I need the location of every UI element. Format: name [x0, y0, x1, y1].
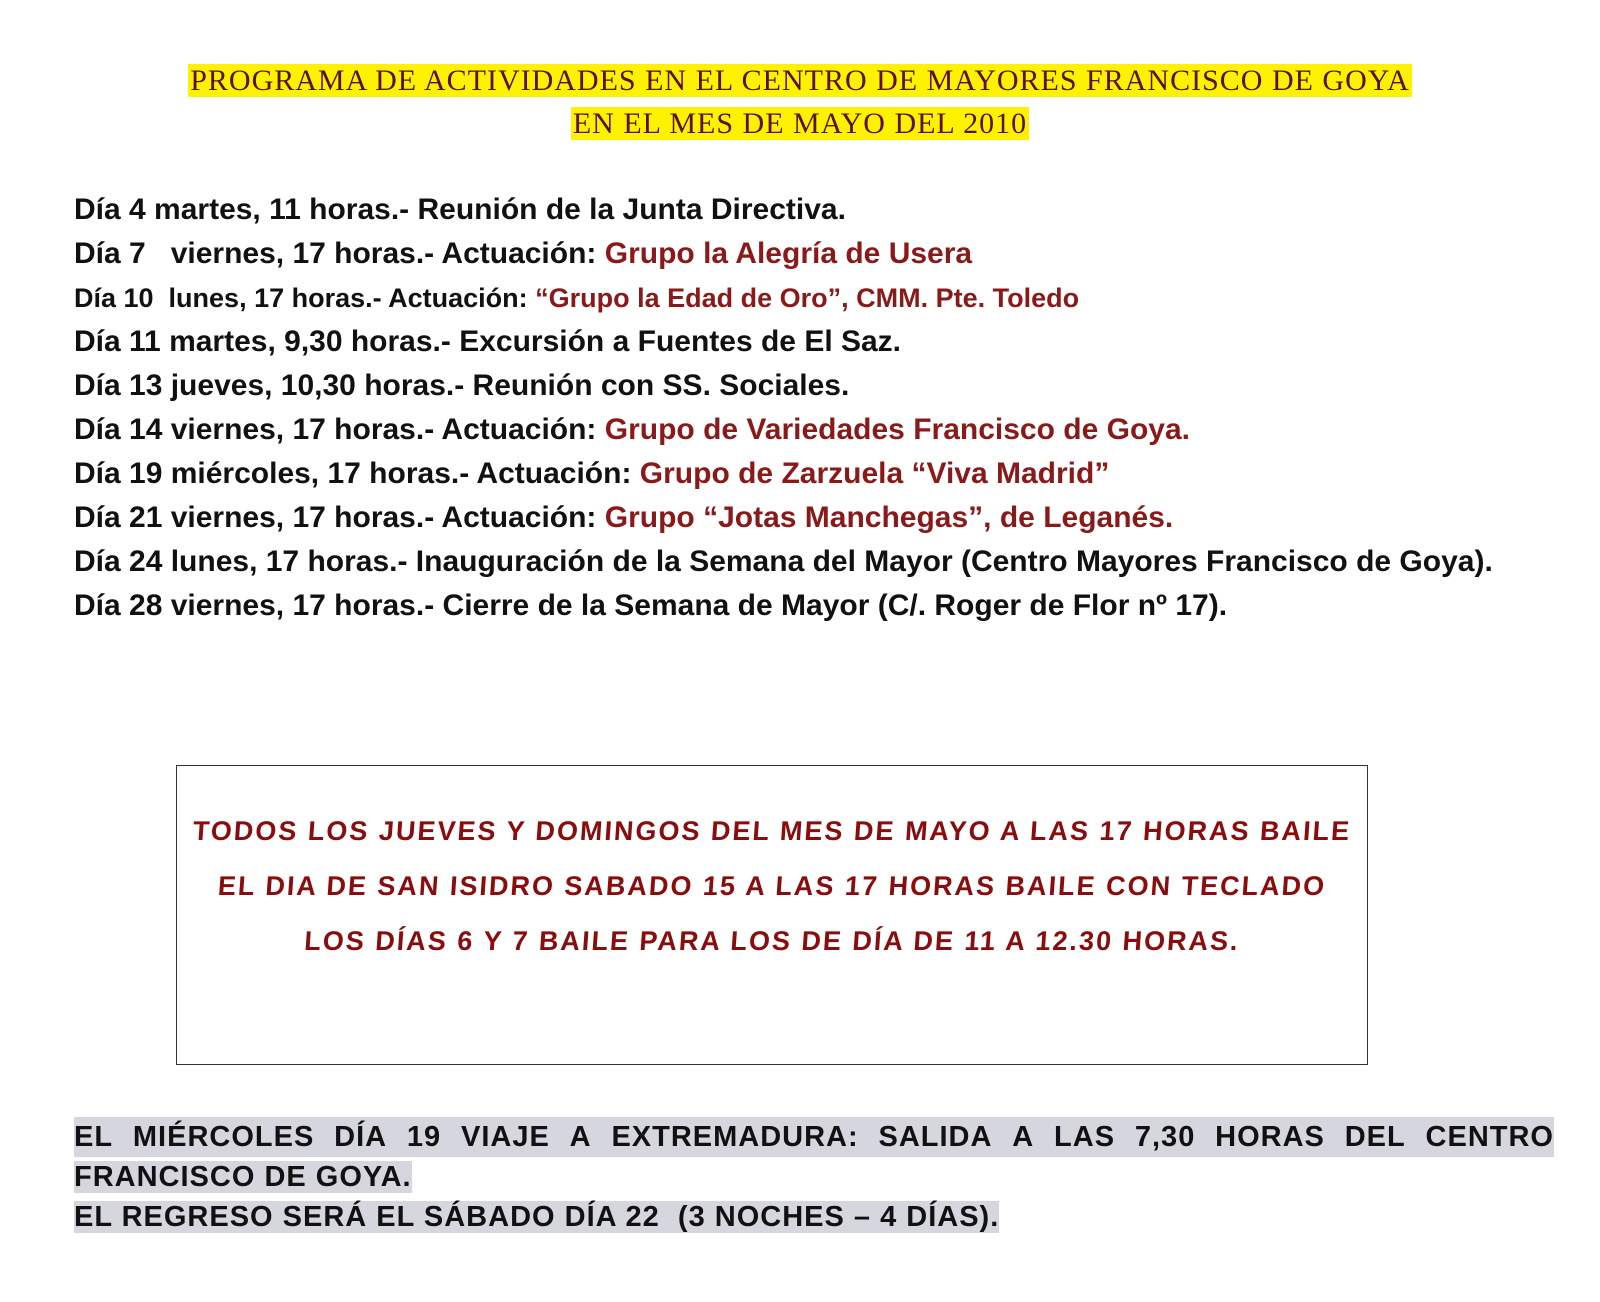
activity-row: Día 13 jueves, 10,30 horas.- Reunión con SS. Sociales. — [74, 369, 850, 402]
activity-row: Día 28 viernes, 17 horas.- Cierre de la Semana de Mayor (C/. Roger de Flor nº 17). — [74, 589, 1228, 622]
activity-row: Día 19 miércoles, 17 horas.- Actuación: Grupo de Zarzuela “Viva Madrid” — [74, 457, 1110, 490]
activity-row: Día 4 martes, 11 horas.- Reunión de la Junta Directiva. — [74, 193, 846, 226]
activity-row: Día 14 viernes, 17 horas.- Actuación: Grupo de Variedades Francisco de Goya. — [74, 413, 1190, 446]
activity-row: Día 10 lunes, 17 horas.- Actuación: “Grupo la Edad de Oro”, CMM. Pte. Toledo — [74, 283, 1080, 313]
activity-row: Día 7 viernes, 17 horas.- Actuación: Grupo la Alegría de Usera — [74, 237, 973, 270]
activity-performer: “Grupo la Edad de Oro”, CMM. Pte. Toledo — [535, 283, 1080, 313]
notice-line: TODOS LOS JUEVES Y DOMINGOS DEL MES DE MAYO A LAS 17 HORAS BAILE — [191, 816, 1353, 846]
title-line-2: EN EL MES DE MAYO DEL 2010 — [572, 107, 1028, 140]
notice-line: LOS DÍAS 6 Y 7 BAILE PARA LOS DE DÍA DE 11 A 12.30 HORAS. — [303, 926, 1241, 956]
activity-list — [74, 188, 1554, 628]
activity-row: Día 11 martes, 9,30 horas.- Excursión a Fuentes de El Saz. — [74, 325, 902, 358]
activity-row: Día 24 lunes, 17 horas.- Inauguración de la Semana del Mayor (Centro Mayores Francisco de Goya). — [74, 545, 1493, 578]
activity-row: Día 21 viernes, 17 horas.- Actuación: Grupo “Jotas Manchegas”, de Leganés. — [74, 501, 1174, 534]
activity-performer: Grupo de Zarzuela “Viva Madrid” — [639, 457, 1110, 490]
title-line-1: PROGRAMA DE ACTIVIDADES EN EL CENTRO DE MAYORES FRANCISCO DE GOYA — [190, 64, 1410, 97]
trip-line-2: FRANCISCO DE GOYA. — [74, 1161, 412, 1193]
trip-announcement — [74, 1117, 1554, 1237]
trip-line-1: EL MIÉRCOLES DÍA 19 VIAJE A EXTREMADURA: SALIDA A LAS 7,30 HORAS DEL CENTRO — [74, 1117, 1554, 1157]
dance-notice-box — [176, 765, 1368, 1065]
activity-performer: Grupo la Alegría de Usera — [604, 237, 973, 270]
activity-performer: Grupo de Variedades Francisco de Goya. — [604, 413, 1190, 446]
activity-performer: Grupo “Jotas Manchegas”, de Leganés. — [604, 501, 1174, 534]
notice-line: EL DIA DE SAN ISIDRO SABADO 15 A LAS 17 HORAS BAILE CON TECLADO — [216, 871, 1328, 901]
trip-line-3: EL REGRESO SERÁ EL SÁBADO DÍA 22 (3 NOCHES – 4 DÍAS). — [74, 1201, 1000, 1233]
